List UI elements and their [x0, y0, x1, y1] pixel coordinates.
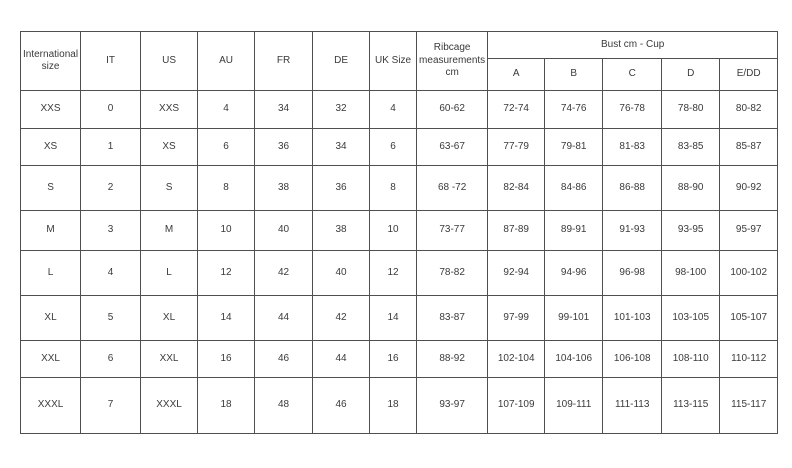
table-cell: 79-81: [545, 129, 603, 166]
table-cell: 76-78: [603, 91, 662, 129]
col-header-cup-d: D: [662, 59, 720, 91]
table-cell: 4: [81, 251, 141, 296]
table-cell: 94-96: [545, 251, 603, 296]
table-cell: 1: [81, 129, 141, 166]
table-cell: 91-93: [603, 211, 662, 251]
table-cell: 36: [255, 129, 313, 166]
table-cell: 107-109: [488, 378, 545, 434]
table-cell: 88-92: [417, 341, 488, 378]
table-cell: 14: [370, 296, 417, 341]
table-row: [21, 341, 778, 378]
table-cell: 77-79: [488, 129, 545, 166]
col-header-international-size: International size: [21, 32, 81, 91]
table-cell: 40: [255, 211, 313, 251]
table-cell: 87-89: [488, 211, 545, 251]
table-cell: XXXL: [21, 378, 81, 434]
table-cell: L: [141, 251, 198, 296]
table-cell: 16: [370, 341, 417, 378]
table-cell: 102-104: [488, 341, 545, 378]
table-cell: 84-86: [545, 166, 603, 211]
table-cell: 42: [313, 296, 370, 341]
table-row: [21, 251, 778, 296]
table-cell: 40: [313, 251, 370, 296]
table-row: [21, 296, 778, 341]
col-header-uk-size: UK Size: [370, 32, 417, 91]
table-cell: 105-107: [720, 296, 778, 341]
table-cell: 80-82: [720, 91, 778, 129]
col-header-ribcage: Ribcage measurements cm: [417, 32, 488, 91]
table-cell: XXL: [21, 341, 81, 378]
table-cell: 48: [255, 378, 313, 434]
table-cell: L: [21, 251, 81, 296]
col-header-au: AU: [198, 32, 255, 91]
table-cell: 109-111: [545, 378, 603, 434]
table-cell: 86-88: [603, 166, 662, 211]
table-cell: XS: [141, 129, 198, 166]
table-cell: 8: [370, 166, 417, 211]
table-cell: 98-100: [662, 251, 720, 296]
table-cell: 115-117: [720, 378, 778, 434]
table-cell: XXXL: [141, 378, 198, 434]
table-cell: M: [141, 211, 198, 251]
table-cell: 44: [313, 341, 370, 378]
table-cell: 108-110: [662, 341, 720, 378]
table-cell: 89-91: [545, 211, 603, 251]
table-cell: 82-84: [488, 166, 545, 211]
table-cell: 46: [313, 378, 370, 434]
table-cell: 18: [198, 378, 255, 434]
size-chart-table: [20, 31, 778, 434]
table-cell: 85-87: [720, 129, 778, 166]
header-row-top: [21, 32, 778, 59]
col-header-fr: FR: [255, 32, 313, 91]
table-cell: S: [141, 166, 198, 211]
table-cell: 0: [81, 91, 141, 129]
table-cell: 46: [255, 341, 313, 378]
table-cell: 12: [370, 251, 417, 296]
table-cell: 6: [198, 129, 255, 166]
table-cell: 93-95: [662, 211, 720, 251]
table-cell: 101-103: [603, 296, 662, 341]
table-cell: 78-82: [417, 251, 488, 296]
table-cell: 5: [81, 296, 141, 341]
table-cell: 88-90: [662, 166, 720, 211]
table-cell: XXL: [141, 341, 198, 378]
col-header-it: IT: [81, 32, 141, 91]
table-cell: 95-97: [720, 211, 778, 251]
table-cell: 81-83: [603, 129, 662, 166]
table-cell: 18: [370, 378, 417, 434]
table-cell: 12: [198, 251, 255, 296]
table-row: [21, 166, 778, 211]
table-cell: 99-101: [545, 296, 603, 341]
table-cell: XS: [21, 129, 81, 166]
table-cell: 97-99: [488, 296, 545, 341]
col-header-cup-c: C: [603, 59, 662, 91]
table-row: [21, 129, 778, 166]
table-cell: 4: [198, 91, 255, 129]
table-cell: 111-113: [603, 378, 662, 434]
table-cell: 10: [370, 211, 417, 251]
table-row: [21, 378, 778, 434]
table-cell: 34: [313, 129, 370, 166]
col-header-cup-b: B: [545, 59, 603, 91]
col-header-cup-a: A: [488, 59, 545, 91]
table-cell: 83-85: [662, 129, 720, 166]
table-cell: XXS: [21, 91, 81, 129]
table-cell: 60-62: [417, 91, 488, 129]
col-header-bust-cup-group: Bust cm - Cup: [488, 32, 778, 59]
table-cell: S: [21, 166, 81, 211]
table-cell: 8: [198, 166, 255, 211]
table-cell: 90-92: [720, 166, 778, 211]
table-body: [21, 91, 778, 434]
table-cell: 44: [255, 296, 313, 341]
table-header: [21, 32, 778, 91]
table-cell: 6: [81, 341, 141, 378]
table-cell: 68 -72: [417, 166, 488, 211]
table-cell: 78-80: [662, 91, 720, 129]
table-cell: 73-77: [417, 211, 488, 251]
table-cell: XXS: [141, 91, 198, 129]
table-cell: 38: [255, 166, 313, 211]
table-cell: XL: [141, 296, 198, 341]
col-header-cup-edd: E/DD: [720, 59, 778, 91]
col-header-us: US: [141, 32, 198, 91]
table-cell: 63-67: [417, 129, 488, 166]
col-header-de: DE: [313, 32, 370, 91]
table-cell: 93-97: [417, 378, 488, 434]
table-cell: 106-108: [603, 341, 662, 378]
table-cell: 74-76: [545, 91, 603, 129]
table-cell: 36: [313, 166, 370, 211]
table-row: [21, 91, 778, 129]
table-cell: 4: [370, 91, 417, 129]
table-cell: 3: [81, 211, 141, 251]
table-cell: 92-94: [488, 251, 545, 296]
table-cell: M: [21, 211, 81, 251]
table-cell: 10: [198, 211, 255, 251]
table-cell: 113-115: [662, 378, 720, 434]
table-cell: 34: [255, 91, 313, 129]
table-cell: 14: [198, 296, 255, 341]
table-cell: 32: [313, 91, 370, 129]
table-row: [21, 211, 778, 251]
table-cell: 16: [198, 341, 255, 378]
table-cell: 100-102: [720, 251, 778, 296]
table-cell: 6: [370, 129, 417, 166]
table-cell: 72-74: [488, 91, 545, 129]
table-cell: XL: [21, 296, 81, 341]
table-cell: 104-106: [545, 341, 603, 378]
table-cell: 83-87: [417, 296, 488, 341]
table-cell: 96-98: [603, 251, 662, 296]
table-cell: 2: [81, 166, 141, 211]
table-cell: 7: [81, 378, 141, 434]
table-cell: 103-105: [662, 296, 720, 341]
table-cell: 42: [255, 251, 313, 296]
table-cell: 110-112: [720, 341, 778, 378]
table-cell: 38: [313, 211, 370, 251]
